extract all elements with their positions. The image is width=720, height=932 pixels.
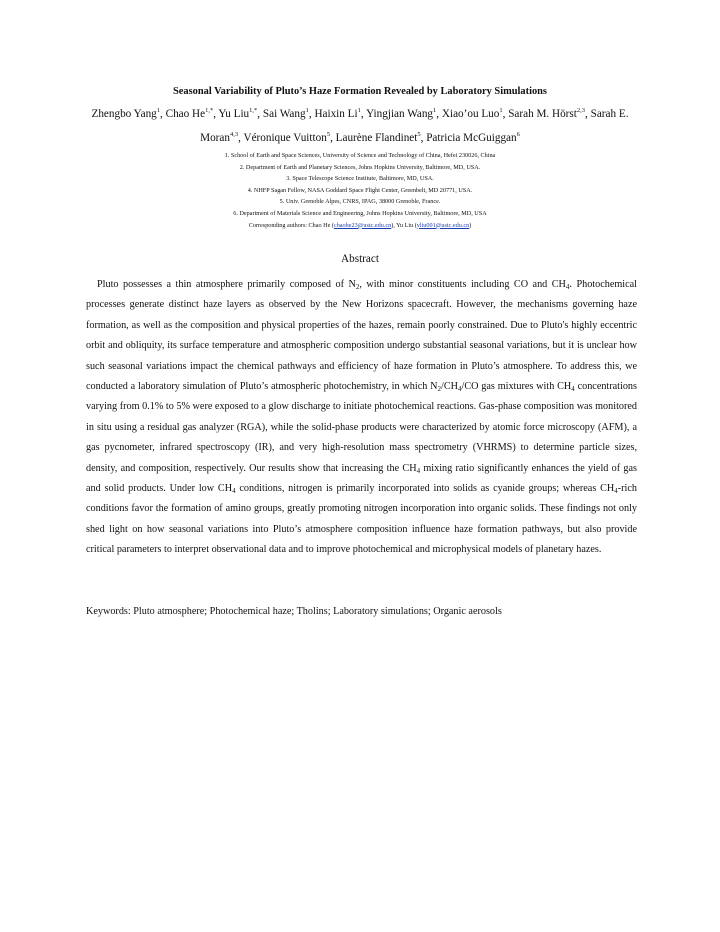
- corresponding-prefix: Corresponding authors: Chao He (: [248, 221, 334, 229]
- email-link-yu-liu[interactable]: yliu001@ustc.edu.cn: [416, 221, 470, 229]
- subscript: 4: [416, 466, 421, 475]
- author-affiliation-mark: 1,*: [249, 107, 258, 114]
- author-affiliation-mark: 4,3: [229, 131, 239, 138]
- author-affiliation-mark: 2,3: [576, 107, 585, 114]
- abstract-text: [86, 275, 637, 561]
- author-name: Xiao’ou Luo: [441, 108, 500, 120]
- affiliation-item: 2. Department of Earth and Planetary Sciences, Johns Hopkins University, Baltimore, MD, USA.: [239, 163, 481, 171]
- abstract-segment: -rich conditions favor the formation of amino groups, greatly promoting nitrogen incorporation into organic solids. These findings not only shed light on how seasonal variations into Pluto’s atmosphere composition influence haze formation pathways, but also provide critical parameters to interpret observational data and to improve photochemical and microphysical models of planetary hazes.: [86, 483, 637, 556]
- author-name: Chao He: [165, 108, 206, 120]
- author-name: Patricia McGuiggan: [426, 132, 517, 144]
- author-name: Laurène Flandinet: [335, 132, 418, 144]
- author-name: Sarah E. Moran: [200, 108, 629, 144]
- keywords-line: Keywords: Pluto atmosphere; Photochemical haze; Tholins; Laboratory simulations; Organic aerosols: [86, 606, 502, 617]
- author-name: Zhengbo Yang: [91, 108, 157, 120]
- affiliation-item: 6. Department of Materials Science and Engineering, Johns Hopkins University, Baltimore, MD, USA: [233, 209, 487, 217]
- abstract-segment: /CH: [441, 381, 458, 393]
- author-affiliation-mark: 1: [357, 107, 361, 114]
- author-name: Sarah M. Hörst: [508, 108, 577, 120]
- subscript: 4: [571, 385, 575, 394]
- subscript: 2: [437, 385, 442, 394]
- author-affiliation-mark: 5: [417, 131, 421, 138]
- affiliation-item: 5. Univ. Grenoble Alpes, CNRS, IPAG, 38000 Grenoble, France.: [279, 198, 441, 206]
- subscript: 4: [458, 385, 462, 394]
- author-name: Yingjian Wang: [366, 108, 434, 120]
- subscript: 2: [355, 283, 360, 291]
- corresponding-suffix: ): [469, 221, 472, 229]
- author-name: Yu Liu: [218, 108, 250, 120]
- corresponding-middle: ), Yu Liu (: [391, 221, 417, 229]
- abstract-segment: . Photochemical processes generate distinct haze layers as observed by the New Horizons spacecraft. However, the mechanisms governing haze formation, as well as the composition and physical properties of the hazes, remain poorly constrained. Due to Pluto's highly eccentric orbit and obliquity, its surface temperature and atmospheric composition undergo substantial seasonal variations, but it is unclear how such seasonal variations impact the chemical pathways and efficiency of haze formation in Pluto’s atmosphere. To address this, we conducted a laboratory simulation of Pluto’s atmospheric photochemistry, in which N: [86, 279, 637, 393]
- author-affiliation-mark: 1: [433, 107, 437, 114]
- author-name: Véronique Vuitton: [243, 132, 327, 144]
- corresponding-authors: [90, 220, 630, 232]
- paper-title: Seasonal Variability of Pluto’s Haze Formation Revealed by Laboratory Simulations: [173, 86, 547, 97]
- affiliation-item: 3. Space Telescope Science Institute, Baltimore, MD, USA.: [286, 175, 434, 183]
- abstract-segment: conditions, nitrogen is primarily incorporated into solids as cyanide groups; whereas CH: [235, 483, 615, 495]
- abstract-segment: mixing ratio significantly enhances the yield of gas and solid products. Under low CH: [86, 462, 637, 495]
- abstract-heading: Abstract: [341, 253, 379, 265]
- affiliation-item: 1. School of Earth and Space Sciences, University of Science and Technology of China, Hefei 230026, China: [224, 152, 496, 159]
- author-list: Zhengbo Yang$^1$, Chao $He^{1,*}$, Yu Liu$^{1,*}$, Sai Wang$^1$, Haixin Li$^1$, Yingjian Wang$^1$, Xiao’ou Luo$^1$, Sarah M. Hörst$^{2,3}$, Sarah E. Moran$^{4,3}$, Véronique Vuitton$^5$, Laurène Flandinet$^5$, Patricia McGuiggan$^6$: [91, 107, 629, 144]
- affiliation-item: 4. NHFP Sagan Fellow, NASA Goddard Space Flight Center, Greenbelt, MD 20771, USA.: [247, 186, 473, 194]
- author-affiliation-mark: 6: [516, 131, 520, 138]
- author-affiliation-mark: 1,*: [205, 107, 214, 114]
- subscript: 4: [565, 283, 570, 291]
- author-affiliation-mark: 1: [499, 107, 503, 114]
- abstract-segment: , with minor constituents including CO and CH: [359, 279, 566, 290]
- affiliation-list: [90, 150, 630, 231]
- subscript: 4: [614, 487, 618, 496]
- author-affiliation-mark: 1: [156, 107, 161, 114]
- author-affiliation-mark: 5: [326, 131, 331, 138]
- email-link-chao-he[interactable]: chaohe23@ustc.edu.cn: [333, 221, 392, 229]
- author-affiliation-mark: 1: [305, 107, 309, 114]
- abstract-segment: concentrations varying from 0.1% to 5% were exposed to a glow discharge to initiate photochemical reactions. Gas-phase composition was monitored in situ using a residual gas analyzer (RGA), while the solid-phase products were characterized by atomic force microscopy (AFM), a gas pycnometer, infrared spectroscopy (IR), and very high-resolution mass spectrometry (VHRMS) to determine particle sizes, density, and composition, respectively. Our results show that increasing the CH: [86, 381, 637, 474]
- author-name: Haixin Li: [314, 108, 358, 120]
- author-name: Sai Wang: [262, 108, 306, 120]
- abstract-segment: Pluto possesses a thin atmosphere primarily composed of N: [97, 279, 356, 290]
- subscript: 4: [232, 487, 236, 496]
- abstract-segment: /CO gas mixtures with CH: [461, 381, 572, 393]
